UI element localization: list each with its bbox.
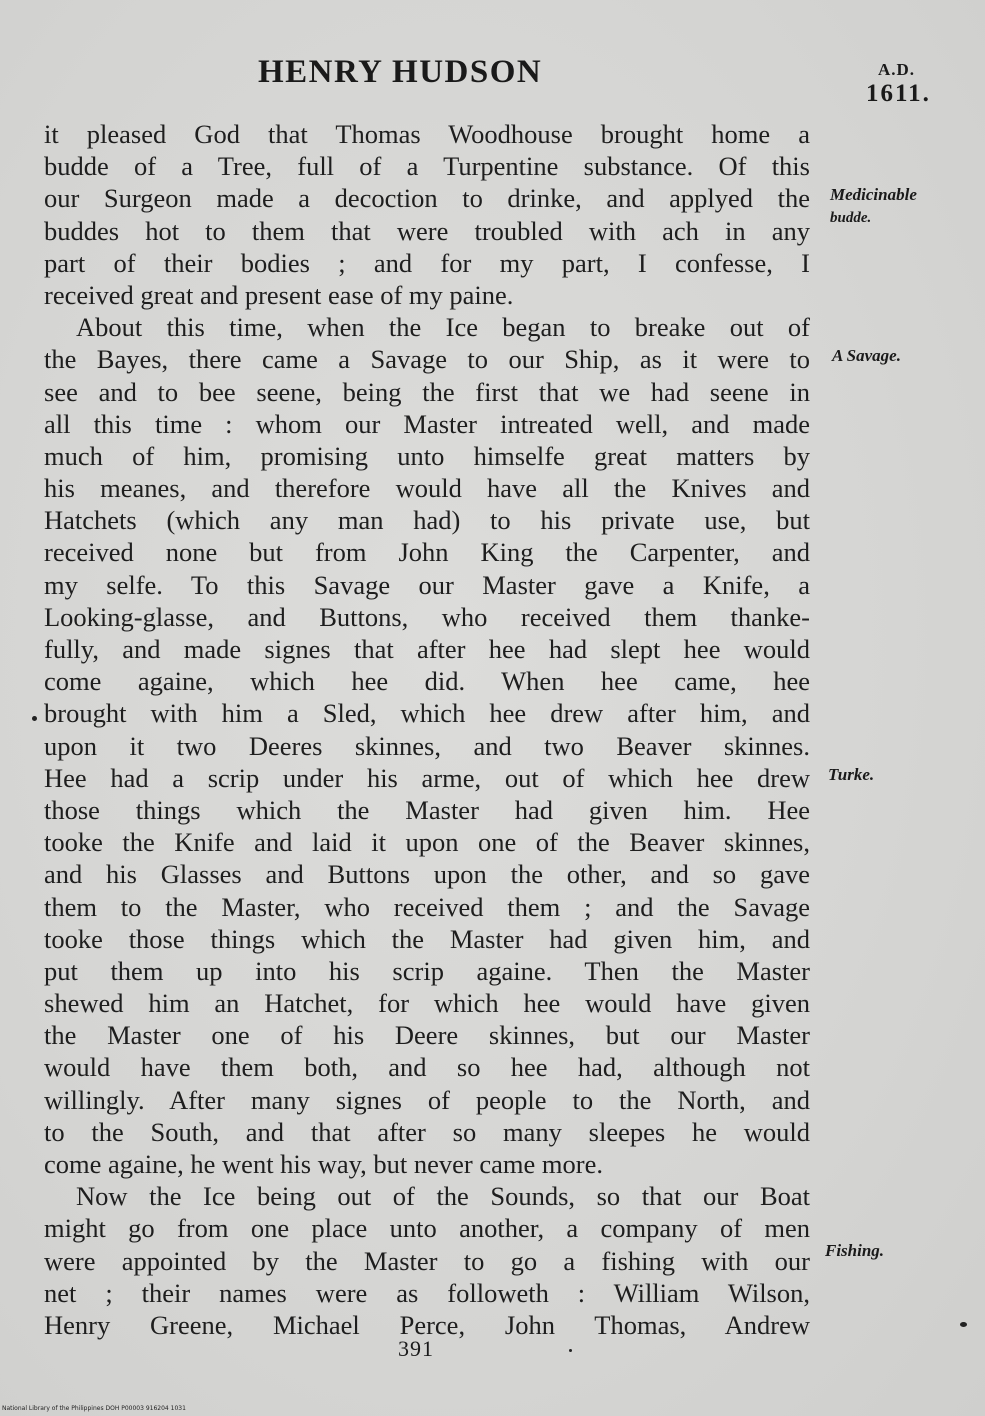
sidenote-medicinable: [830, 184, 917, 229]
running-head-title: HENRY HUDSON: [258, 54, 543, 90]
text-line: the Bayes, there came a Savage to our Ship, as it were to: [44, 344, 810, 375]
text-line: Now the Ice being out of the Sounds, so that our Boat: [76, 1181, 810, 1212]
text-line: budde of a Tree, full of a Turpentine substance. Of this: [44, 151, 810, 182]
body-text: [44, 118, 810, 1341]
text-line: net ; their names were as followeth : William Wilson,: [44, 1277, 810, 1308]
footer-credit: National Library of the Philippines DOH P00003 916204 1031: [2, 1405, 186, 1412]
text-line: Hatchets (which any man had) to his private use, but: [44, 505, 810, 536]
text-line: buddes hot to them that were troubled with ach in any: [44, 215, 810, 246]
text-line: the Master one of his Deere skinnes, but our Master: [44, 1020, 810, 1051]
text-line: Looking-glasse, and Buttons, who received them thanke-: [44, 601, 810, 632]
text-line: might go from one place unto another, a company of men: [44, 1213, 810, 1244]
sidenote-fishing: Fishing.: [825, 1241, 885, 1260]
scan-speck: [32, 716, 37, 721]
text-line: much of him, promising unto himselfe great matters by: [44, 440, 810, 471]
text-line: received none but from John King the Carpenter, and: [44, 537, 810, 568]
text-line: shewed him an Hatchet, for which hee would have given: [44, 988, 810, 1019]
text-line: to the South, and that after so many sleepes he would: [44, 1116, 810, 1147]
text-line: tooke those things which the Master had given him, and: [44, 923, 810, 954]
text-line: it pleased God that Thomas Woodhouse brought home a: [44, 119, 810, 149]
text-line: our Surgeon made a decoction to drinke, and applyed the: [44, 183, 810, 214]
sidenote-savage: A Savage.: [832, 346, 901, 365]
text-line: come againe, which hee did. When hee came, hee: [44, 666, 810, 697]
text-line: received great and present ease of my paine.: [44, 279, 514, 310]
text-line: them to the Master, who received them ; and the Savage: [44, 891, 810, 922]
text-line: tooke the Knife and laid it upon one of the Beaver skinnes,: [44, 827, 810, 858]
text-line: come againe, he went his way, but never came more.: [44, 1149, 603, 1179]
text-line: brought with him a Sled, which hee drew after him, and: [44, 698, 810, 729]
year-label: A.D.: [878, 60, 916, 79]
text-line: willingly. After many signes of people to the North, and: [44, 1084, 810, 1115]
text-line: my selfe. To this Savage our Master gave a Knife, a: [44, 569, 810, 600]
year-margin: [866, 60, 946, 108]
text-line: upon it two Deeres skinnes, and two Beaver skinnes.: [44, 730, 810, 761]
page-number: 391: [398, 1336, 434, 1361]
text-line: would have them both, and so hee had, although not: [44, 1052, 810, 1083]
text-line: all this time : whom our Master intreated well, and made: [44, 408, 810, 439]
sidenote-turke: Turke.: [828, 765, 875, 784]
text-line: and his Glasses and Buttons upon the other, and so gave: [44, 859, 810, 890]
scan-speck: [569, 1349, 572, 1352]
scan-speck: [960, 1322, 967, 1327]
text-line: his meanes, and therefore would have all the Knives and: [44, 473, 810, 504]
year-value: 1611.: [866, 80, 931, 107]
sidenote-medicinable-line1: Medicinable: [830, 185, 917, 204]
text-line: fully, and made signes that after hee had slept hee would: [44, 634, 810, 664]
text-line: part of their bodies ; and for my part, I confesse, I: [44, 247, 810, 278]
text-line: were appointed by the Master to go a fishing with our: [44, 1245, 810, 1276]
sidenote-medicinable-line2: budde.: [830, 210, 872, 226]
text-line: Hee had a scrip under his arme, out of which hee drew: [44, 762, 810, 793]
text-line: About this time, when the Ice began to breake out of: [76, 312, 810, 343]
text-line: those things which the Master had given him. Hee: [44, 794, 810, 825]
text-line: see and to bee seene, being the first that we had seene in: [44, 376, 810, 407]
text-line: put them up into his scrip againe. Then the Master: [44, 955, 810, 986]
text-line: Henry Greene, Michael Perce, John Thomas, Andrew: [44, 1309, 810, 1340]
